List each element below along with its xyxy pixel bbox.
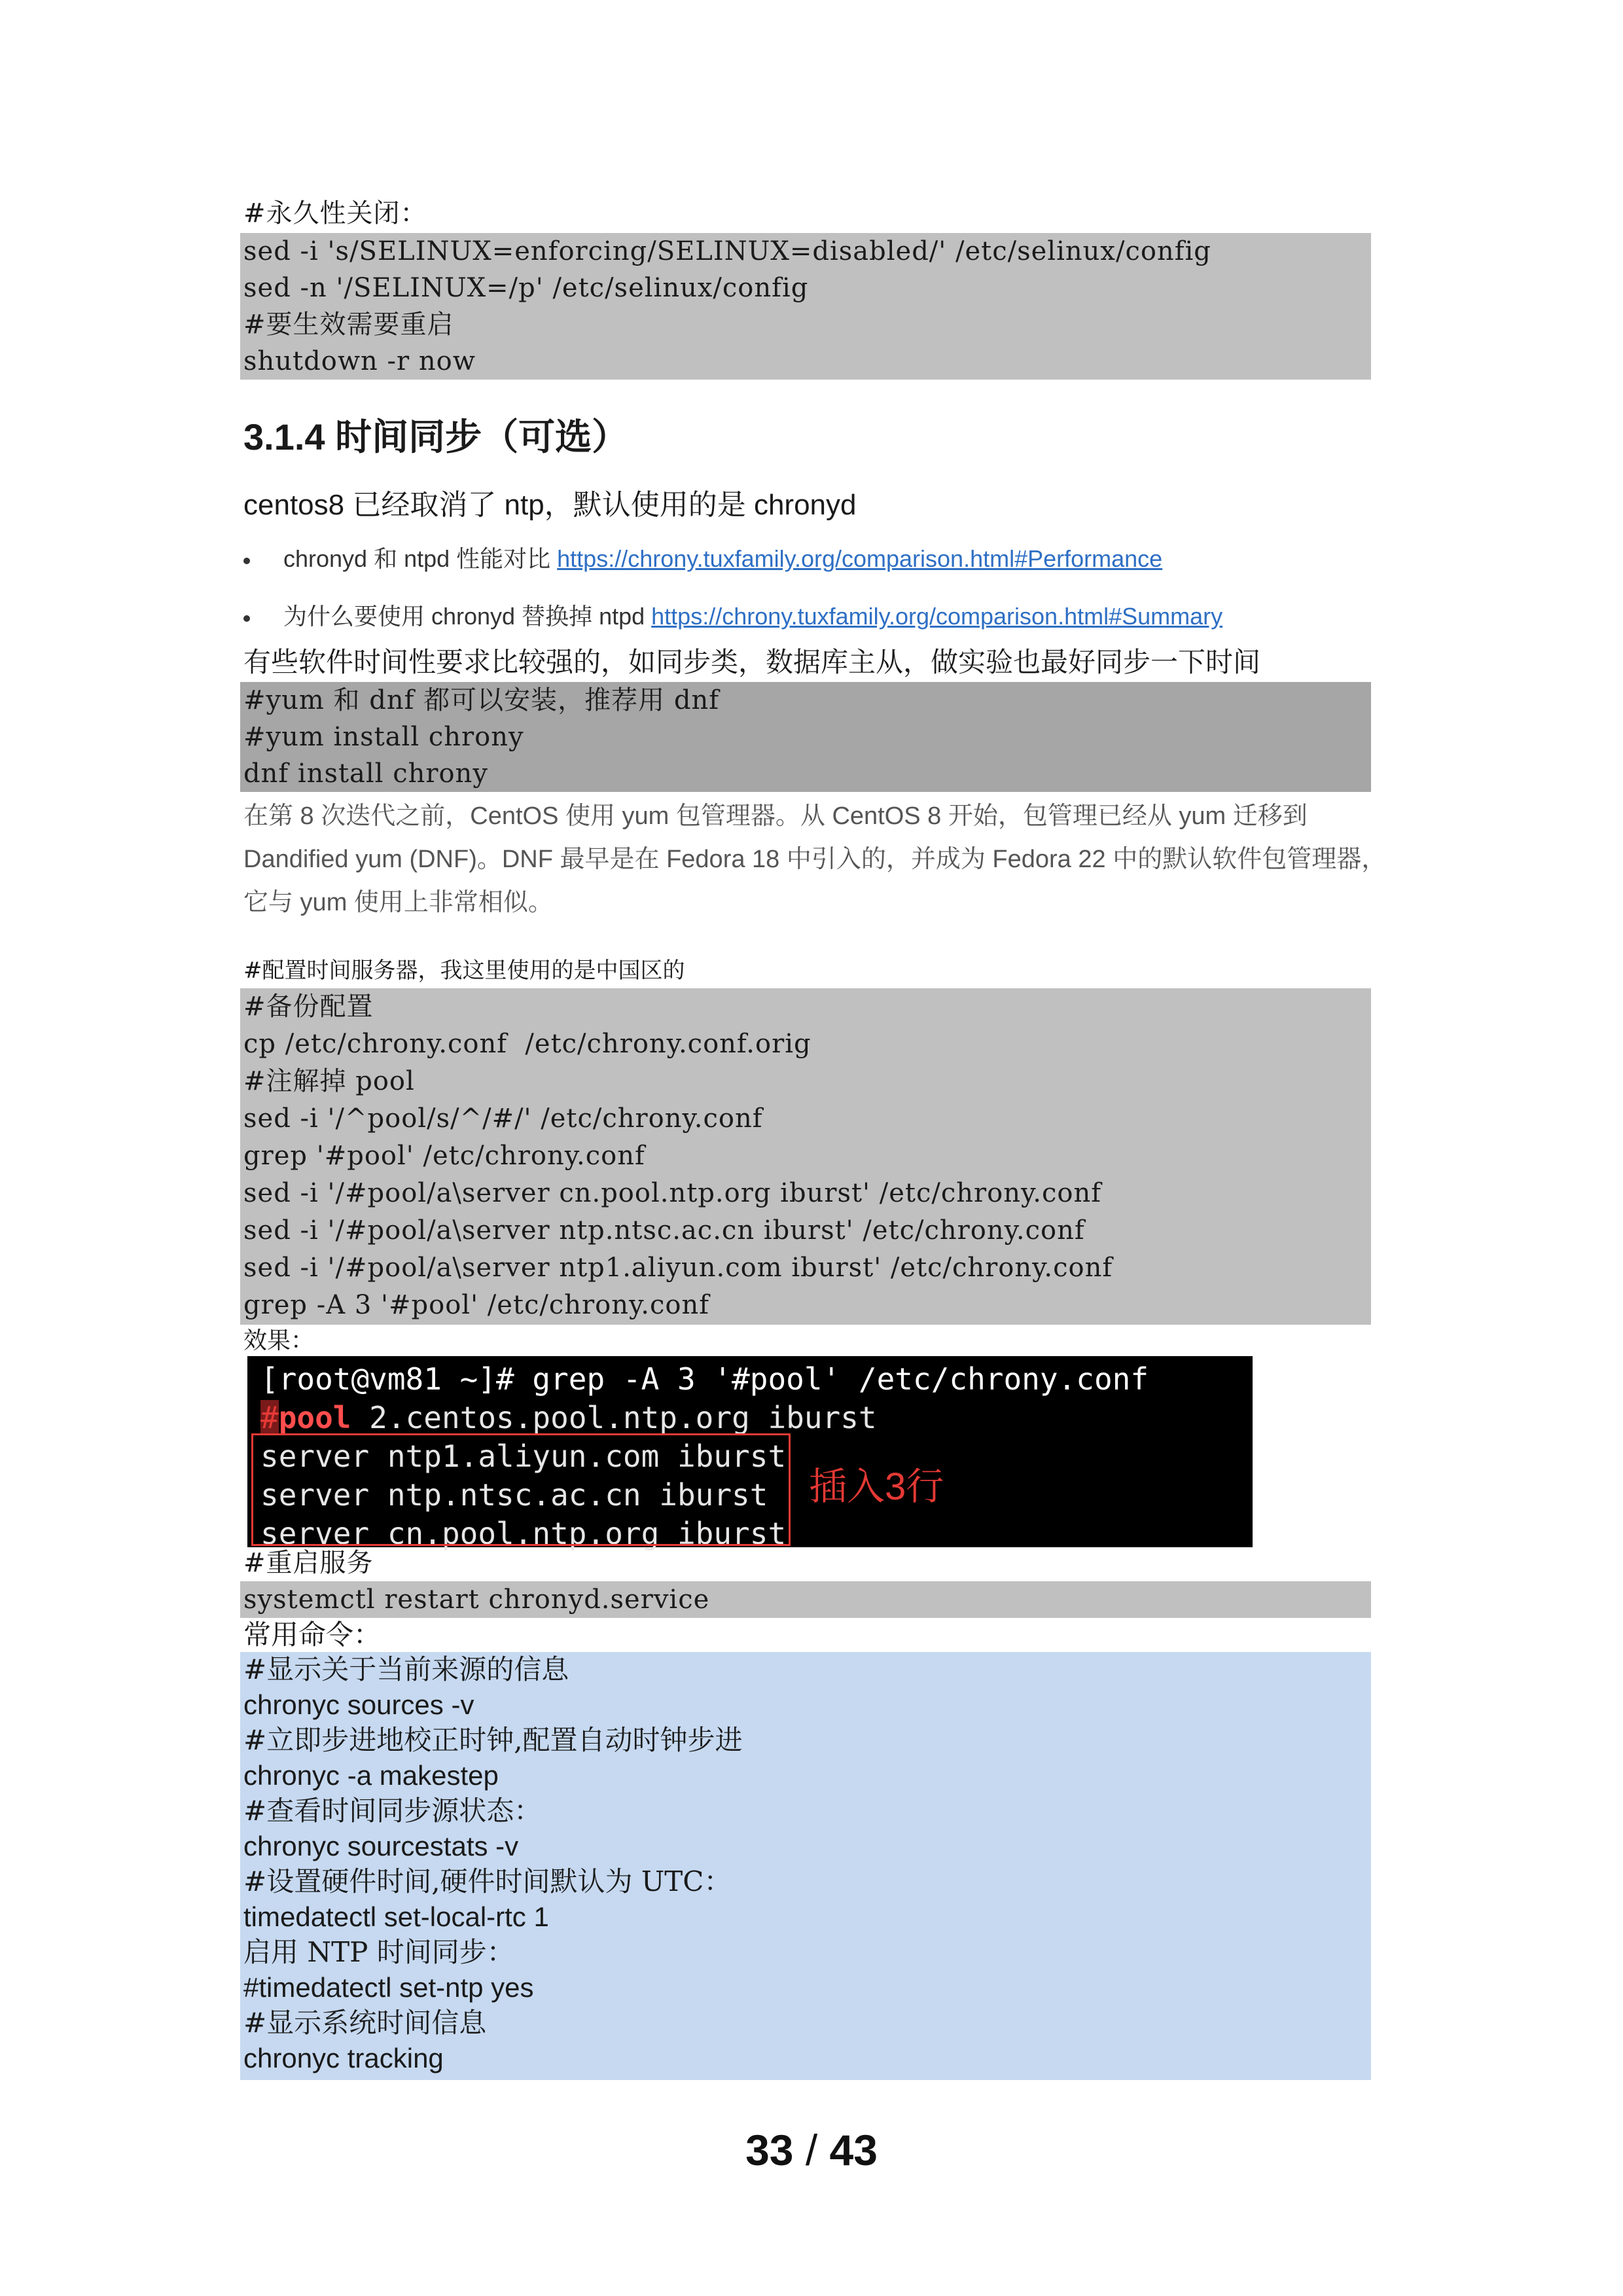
page-current: 33 [745, 2126, 794, 2174]
pool-rest: 2.centos.pool.ntp.org iburst [351, 1400, 877, 1435]
summary-link[interactable]: https://chrony.tuxfamily.org/comparison.html#Summary [651, 603, 1223, 630]
config-comment: #配置时间服务器，我这里使用的是中国区的 [243, 958, 685, 984]
intro-text: centos8 已经取消了 ntp，默认使用的是 chronyd [243, 489, 857, 521]
terminal-server-line: server ntp.ntsc.ac.cn iburst [260, 1477, 768, 1513]
code-line: systemctl restart chronyd.service [243, 1585, 710, 1615]
command-line: #设置硬件时间,硬件时间默认为 UTC： [243, 1865, 732, 1897]
selinux-code-block [240, 233, 1371, 380]
code-line: sed -i '/^pool/s/^/#/' /etc/chrony.conf [243, 1103, 763, 1134]
dnf-paragraph [243, 795, 1386, 924]
code-line: #yum install chrony [243, 722, 524, 752]
bullet-text: chronyd 和 ntpd 性能对比 [283, 545, 558, 572]
command-line: #显示系统时间信息 [243, 2007, 487, 2039]
performance-link[interactable]: https://chrony.tuxfamily.org/comparison.html#Performance [557, 545, 1163, 572]
page-number [0, 2121, 1623, 2179]
command-line: chronyc sourcestats -v [243, 1831, 519, 1861]
code-line: grep '#pool' /etc/chrony.conf [243, 1141, 645, 1171]
command-line: #立即步进地校正时钟,配置自动时钟步进 [243, 1724, 743, 1756]
code-line: sed -i '/#pool/a\server cn.pool.ntp.org iburst' /etc/chrony.conf [243, 1178, 1102, 1208]
terminal-server-line: server ntp1.aliyun.com iburst [260, 1439, 787, 1474]
page-separator: / [793, 2126, 830, 2174]
section-title: 3.1.4 时间同步（可选） [243, 416, 629, 457]
page-total: 43 [829, 2126, 878, 2174]
code-line: grep -A 3 '#pool' /etc/chrony.conf [243, 1290, 710, 1320]
restart-code-block [240, 1581, 1371, 1618]
paragraph-line: 它与 yum 使用上非常相似。 [243, 889, 553, 916]
terminal-server-line: server cn.pool.ntp.org iburst [260, 1516, 787, 1551]
code-line: sed -n '/SELINUX=/p' /etc/selinux/config [243, 273, 809, 303]
insert-annotation: 插入3行 [809, 1465, 944, 1508]
highlight-box [251, 1433, 791, 1546]
code-line: shutdown -r now [243, 346, 476, 376]
command-line: #查看时间同步源状态： [243, 1795, 542, 1827]
code-line: sed -i '/#pool/a\server ntp1.aliyun.com iburst' /etc/chrony.conf [243, 1253, 1113, 1283]
command-line: #timedatectl set-ntp yes [243, 1972, 534, 2003]
command-line: timedatectl set-local-rtc 1 [243, 1901, 549, 1932]
terminal-prompt-line: [root@vm81 ~]# grep -A 3 '#pool' /etc/chrony.conf [260, 1361, 1149, 1397]
install-code-block [240, 682, 1371, 792]
code-line: #备份配置 [243, 992, 374, 1022]
bullet-dot [243, 558, 250, 564]
note-text: 有些软件时间性要求比较强的，如同步类，数据库主从，做实验也最好同步一下时间 [243, 646, 1261, 678]
config-code-block [240, 988, 1371, 1325]
code-line: #yum 和 dnf 都可以安装，推荐用 dnf [243, 685, 720, 715]
code-line: sed -i 's/SELINUX=enforcing/SELINUX=disabled/' /etc/selinux/config [243, 236, 1211, 266]
bullet-item [283, 541, 1162, 577]
code-line: dnf install chrony [243, 759, 488, 789]
bullet-item [283, 598, 1222, 635]
selinux-comment: #永久性关闭： [243, 198, 427, 228]
code-line: #要生效需要重启 [243, 310, 454, 340]
command-line: chronyc tracking [243, 2043, 444, 2073]
code-line: sed -i '/#pool/a\server ntp.ntsc.ac.cn iburst' /etc/chrony.conf [243, 1215, 1085, 1246]
terminal-screenshot [247, 1356, 1253, 1551]
command-line: #显示关于当前来源的信息 [243, 1653, 569, 1685]
effect-label: 效果： [243, 1327, 315, 1354]
common-commands-block [240, 1652, 1371, 2080]
command-line: 启用 NTP 时间同步： [243, 1936, 514, 1968]
command-line: chronyc sources -v [243, 1689, 474, 1720]
paragraph-line: 在第 8 次迭代之前，CentOS 使用 yum 包管理器。从 CentOS 8 开始，包管理已经从 yum 迁移到 [243, 802, 1308, 830]
bullet-text: 为什么要使用 chronyd 替换掉 ntpd [283, 603, 652, 630]
paragraph-line: Dandified yum (DNF)。DNF 最早是在 Fedora 18 中引入的，并成为 Fedora 22 中的默认软件包管理器， [243, 846, 1387, 873]
pool-marker: # [260, 1400, 279, 1435]
pool-word: pool [278, 1400, 351, 1435]
code-line: cp /etc/chrony.conf /etc/chrony.conf.orig [243, 1029, 812, 1059]
restart-comment: #重启服务 [243, 1548, 374, 1578]
bullet-dot [243, 615, 250, 622]
common-commands-label: 常用命令： [243, 1619, 382, 1651]
code-line: #注解掉 pool [243, 1066, 415, 1096]
terminal-pool-line [260, 1399, 877, 1437]
command-line: chronyc -a makestep [243, 1760, 499, 1791]
